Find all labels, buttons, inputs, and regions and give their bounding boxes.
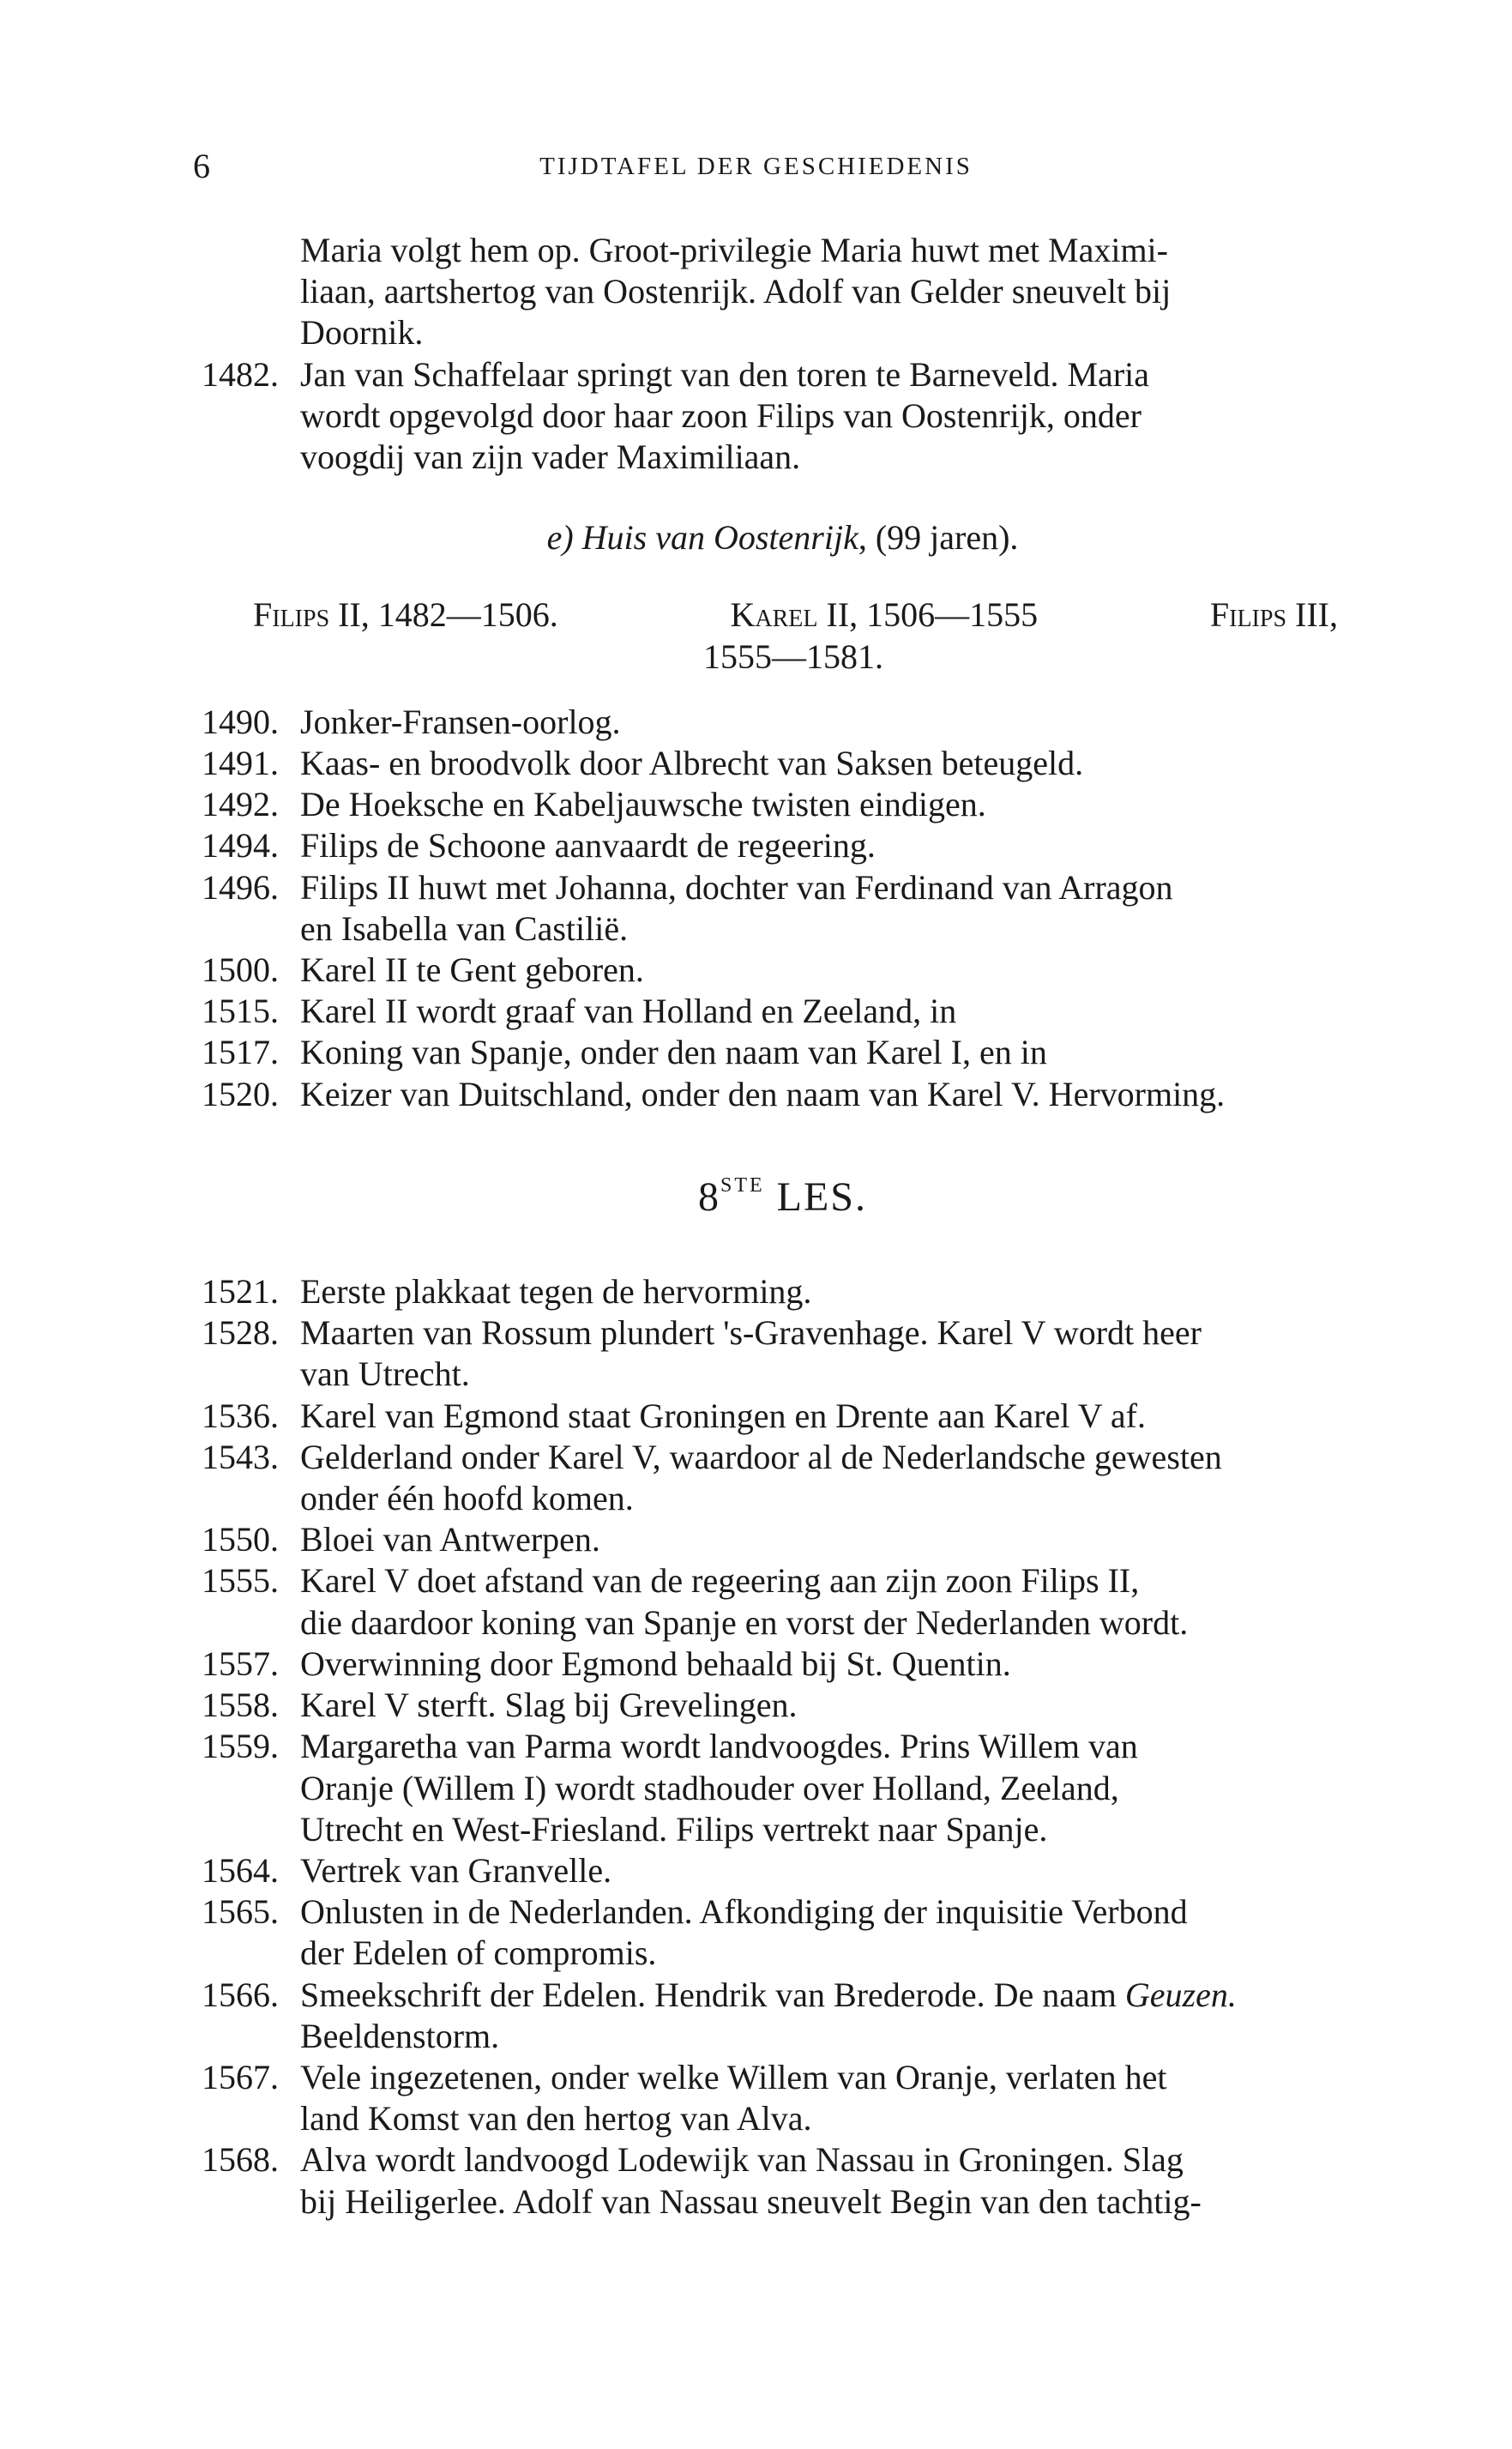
- text-line: Margaretha van Parma wordt landvoogdes. Prins Willem van: [300, 1727, 1138, 1766]
- chronology-entry: [202, 784, 1364, 825]
- entry-text: [300, 1685, 1364, 1726]
- entry-text: [300, 784, 1364, 825]
- text-line: Karel van Egmond staat Groningen en Drente aan Karel V af.: [300, 1396, 1146, 1435]
- italic-term: Geuzen.: [1124, 1975, 1237, 2014]
- text-line: Maria volgt hem op. Groot-privilegie Maria huwt met Maximi-: [300, 231, 1168, 269]
- text-line: Gelderland onder Karel V, waardoor al de Nederlandsche gewesten: [300, 1437, 1222, 1476]
- text-line: Vertrek van Granvelle.: [300, 1850, 612, 1890]
- text-line: Beeldenstorm.: [300, 2016, 500, 2055]
- page-header: [0, 146, 1512, 197]
- entry-year: 1555.: [202, 1561, 279, 1601]
- lesson-number: 8: [697, 1173, 720, 1220]
- chronology-entry: [202, 354, 1364, 479]
- entry-year: 1543.: [202, 1437, 279, 1476]
- intro-paragraph: [300, 230, 1364, 354]
- text-line: Karel II te Gent geboren.: [300, 950, 644, 990]
- text-line: Oranje (Willem I) wordt stadhouder over Holland, Zeeland,: [300, 1768, 1119, 1807]
- text-line: Karel II wordt graaf van Holland en Zeeland, in: [300, 992, 957, 1031]
- lesson-ordinal-suffix: STE: [720, 1173, 765, 1197]
- text-line: Utrecht en West-Friesland. Filips vertrekt naar Spanje.: [300, 1809, 1048, 1849]
- chronology-entry: [202, 1975, 1364, 2057]
- entry-text: [300, 743, 1364, 784]
- chronology-list: [202, 1271, 1364, 1974]
- chronology-entry: [202, 743, 1364, 784]
- chronology-entry: [202, 825, 1364, 866]
- text-line: Jan van Schaffelaar springt van den toren te Barneveld. Maria: [300, 354, 1149, 394]
- lesson-heading: [202, 1165, 1364, 1218]
- text-line: die daardoor koning van Spanje en vorst der Nederlanden wordt.: [300, 1602, 1189, 1642]
- entry-text: [300, 1975, 1364, 2057]
- chronology-entry: [202, 991, 1364, 1032]
- entry-text: [300, 1437, 1364, 1519]
- text-line: [300, 1975, 1364, 2016]
- chronology-entry: [202, 702, 1364, 743]
- entry-text: [300, 1271, 1364, 1312]
- entry-text: [300, 867, 1364, 950]
- section-heading: [202, 517, 1364, 558]
- entry-text: [300, 1396, 1364, 1437]
- chronology-entry: [202, 1074, 1364, 1115]
- chronology-entry: [202, 1644, 1364, 1685]
- text-line: der Edelen of compromis.: [300, 1933, 657, 1973]
- entry-text: [300, 950, 1364, 991]
- chronology-entry: [202, 1891, 1364, 1974]
- entry-text: [300, 1312, 1364, 1395]
- entry-year: 1491.: [202, 744, 279, 783]
- chronology-entry: [202, 1560, 1364, 1643]
- entry-text: [300, 991, 1364, 1032]
- entry-year: 1564.: [202, 1850, 279, 1890]
- entry-text: [300, 1074, 1364, 1115]
- text-line: liaan, aartshertog van Oostenrijk. Adolf van Gelder sneuvelt bij: [300, 272, 1172, 311]
- chronology-entry: [202, 1312, 1364, 1395]
- entry-text: [300, 1519, 1364, 1560]
- text-line: voogdij van zijn vader Maximiliaan.: [300, 437, 801, 477]
- text-line: Karel V doet afstand van de regeering aan zijn zoon Filips II,: [300, 1561, 1140, 1601]
- entry-text: [300, 1726, 1364, 1850]
- chronology-entry: [202, 1685, 1364, 1726]
- text-line: wordt opgevolgd door haar zoon Filips van Oostenrijk, onder: [300, 395, 1142, 435]
- text-line: Alva wordt landvoogd Lodewijk van Nassau in Groningen. Slag: [300, 2140, 1184, 2180]
- text-line: Onlusten in de Nederlanden. Afkondiging der inquisitie Verbond: [300, 1892, 1188, 1932]
- chronology-entry: [202, 1519, 1364, 1560]
- chronology-entry: [202, 1726, 1364, 1850]
- chronology-entry: [202, 1396, 1364, 1437]
- entry-text: [300, 702, 1364, 743]
- ruler-item: Filips II, 1482—1506.: [253, 595, 558, 635]
- ruler-dates: 1555—1581.: [703, 636, 883, 676]
- text-line: De Hoeksche en Kabeljauwsche twisten eindigen.: [300, 785, 986, 824]
- text-line: Jonker-Fransen-oorlog.: [300, 702, 621, 741]
- text-fragment: Smeekschrift der Edelen. Hendrik van Brederode. De naam: [300, 1975, 1125, 2014]
- entry-text: [300, 1560, 1364, 1643]
- text-line: Overwinning door Egmond behaald bij St. Quentin.: [300, 1644, 1011, 1683]
- entry-text: [300, 2057, 1364, 2139]
- entry-year: 1536.: [202, 1396, 279, 1435]
- text-line: bij Heiligerlee. Adolf van Nassau sneuvelt Begin van den tachtig-: [300, 2181, 1202, 2221]
- chronology-entry: [202, 2139, 1364, 2222]
- page-number: 6: [193, 147, 210, 185]
- entry-year: 1492.: [202, 785, 279, 824]
- entry-year: 1566.: [202, 1975, 279, 2014]
- rulers-list: [253, 594, 1364, 677]
- chronology-list: [202, 702, 1364, 1115]
- text-line: land Komst van den hertog van Alva.: [300, 2099, 812, 2138]
- text-line: Keizer van Duitschland, onder den naam van Karel V. Hervorming.: [300, 1074, 1226, 1113]
- text-line: Vele ingezetenen, onder welke Willem van Oranje, verlaten het: [300, 2057, 1167, 2096]
- entry-text: [300, 1850, 1364, 1891]
- entry-year: 1500.: [202, 950, 279, 990]
- text-line: onder één hoofd komen.: [300, 1479, 634, 1518]
- entry-text: [300, 354, 1364, 479]
- entry-text: [300, 2139, 1364, 2222]
- page-content: [202, 230, 1364, 2223]
- entry-year: 1490.: [202, 702, 279, 741]
- chronology-entry: [202, 1437, 1364, 1519]
- text-line: Filips de Schoone aanvaardt de regeering.: [300, 826, 876, 866]
- entry-year: 1521.: [202, 1272, 279, 1312]
- entry-year: 1568.: [202, 2140, 279, 2180]
- text-line: en Isabella van Castilië.: [300, 908, 629, 948]
- running-title: TIJDTAFEL DER GESCHIEDENIS: [539, 153, 973, 180]
- entry-year: 1517.: [202, 1033, 279, 1072]
- ruler-item: Karel II, 1506—1555: [730, 595, 1039, 635]
- text-line: van Utrecht.: [300, 1354, 470, 1394]
- chronology-entry: [202, 867, 1364, 950]
- entry-year: 1520.: [202, 1074, 279, 1113]
- chronology-entry: [202, 1032, 1364, 1073]
- entry-text: [300, 1891, 1364, 1974]
- chronology-entry: [202, 1271, 1364, 1312]
- entry-year: 1515.: [202, 992, 279, 1031]
- text-line: Doornik.: [300, 313, 424, 353]
- text-line: Karel V sterft. Slag bij Grevelingen.: [300, 1686, 798, 1725]
- entry-year: 1494.: [202, 826, 279, 866]
- chronology-entry: [202, 1850, 1364, 1891]
- entry-year: 1550.: [202, 1520, 279, 1559]
- chronology-entry: [202, 950, 1364, 991]
- text-line: Kaas- en broodvolk door Albrecht van Saksen beteugeld.: [300, 744, 1084, 783]
- entry-text: [300, 825, 1364, 866]
- entry-text: [300, 1032, 1364, 1073]
- section-title: Huis van Oostenrijk: [581, 518, 858, 558]
- entry-year: 1528.: [202, 1313, 279, 1353]
- entry-year: 1496.: [202, 867, 279, 907]
- text-line: Koning van Spanje, onder den naam van Karel I, en in: [300, 1033, 1047, 1072]
- entry-year: 1565.: [202, 1892, 279, 1932]
- entry-year: 1558.: [202, 1686, 279, 1725]
- section-suffix: , (99 jaren).: [858, 518, 1019, 558]
- chronology-entry: [202, 2057, 1364, 2139]
- text-line: Filips II huwt met Johanna, dochter van Ferdinand van Arragon: [300, 867, 1173, 907]
- entry-text: [300, 1644, 1364, 1685]
- section-marker: e): [546, 518, 574, 558]
- ruler-item: Filips III,: [1209, 595, 1338, 635]
- lesson-word: LES.: [776, 1173, 867, 1220]
- text-line: Maarten van Rossum plundert 's-Gravenhage. Karel V wordt heer: [300, 1313, 1202, 1353]
- entry-year: 1482.: [202, 354, 279, 394]
- entry-year: 1567.: [202, 2057, 279, 2096]
- entry-year: 1557.: [202, 1644, 279, 1683]
- chronology-list: [202, 2057, 1364, 2223]
- text-line: Eerste plakkaat tegen de hervorming.: [300, 1272, 812, 1312]
- text-line: Bloei van Antwerpen.: [300, 1520, 600, 1559]
- entry-year: 1559.: [202, 1727, 279, 1766]
